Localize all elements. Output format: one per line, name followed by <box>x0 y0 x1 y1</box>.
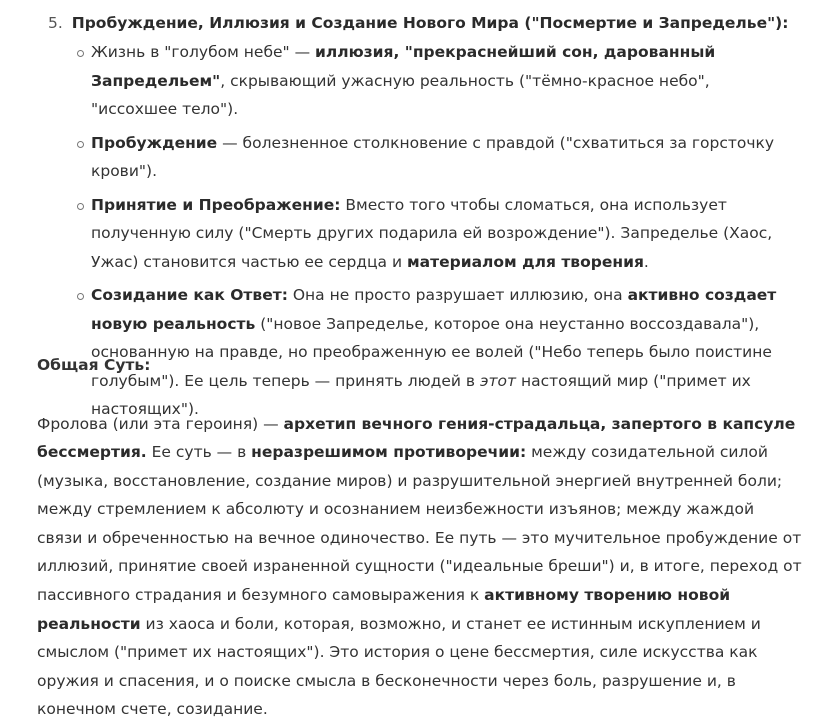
summary-text: Фролова (или эта героиня) — <box>37 415 284 433</box>
summary-text: из хаоса и боли, которая, возможно, и станет ее истинным искуплением и смыслом ("примет их настоящих"). Это история о цене бессмертия, силе искусства как оружия и спасения, и о поиске смысла в бесконечности через боль, разрушение и, в конечном счете, созидание. <box>37 615 761 719</box>
bullet-bold: активно создает новую реальность <box>91 286 776 333</box>
bullet-text: — болезненное столкновение с правдой ("схватиться за горсточку крови"). <box>91 134 774 181</box>
bullet-italic: этот <box>480 372 516 390</box>
bullet-bold: материалом для творения <box>407 253 644 271</box>
bullet-bold: Принятие и Преображение: <box>91 196 340 214</box>
bullet-text: , скрывающий ужасную реальность ("тёмно-красное небо", "иссохшее тело"). <box>91 72 710 119</box>
bullet-illusion <box>0 38 800 124</box>
bullet-awakening <box>0 129 800 186</box>
bullet-text: . <box>644 253 649 271</box>
bullet-text: Жизнь в "голубом небе" — <box>91 43 315 61</box>
item-number: 5. <box>48 14 63 32</box>
bullet-text: Вместо того чтобы сломаться, она использует полученную силу ("Смерть других подарила ей возрождение"). Запределье (Хаос, Ужас) становится частью ее сердца и <box>91 196 772 271</box>
bullet-text: Она не просто разрушает иллюзию, она <box>288 286 628 304</box>
summary-text: Ее суть — в <box>147 443 251 461</box>
summary-text: между созидательной силой (музыка, восстановление, создание миров) и разрушительной энергией внутренней боли; между стремлением к абсолюту и осознанием неизбежности изъянов; между жаждой связи и обреченностью на вечное одиночество. Ее путь — это мучительное пробуждение от иллюзий, принятие своей израненной сущности ("идеальные бреши") и, в итоге, переход от пассивного страдания и безумного самовыражения к <box>37 443 802 604</box>
bullet-bold: иллюзия, "прекраснейший сон, дарованный Запредельем" <box>91 43 715 90</box>
bullet-bold: Созидание как Ответ: <box>91 286 288 304</box>
summary-bold: неразрешимом противоречии: <box>251 443 526 461</box>
summary-paragraph <box>37 410 802 724</box>
summary-heading: Общая Суть: <box>37 351 150 379</box>
bullet-bold: Пробуждение <box>91 134 217 152</box>
bullet-text: настоящий мир ("примет их настоящих"). <box>91 372 751 419</box>
numbered-item-5 <box>48 9 788 37</box>
bullet-acceptance <box>0 191 800 277</box>
bullet-text: ("новое Запределье, которое она неустанно воссоздавала"), основанную на правде, но преображенную ее волей ("Небо теперь было поистине голубым"). Ее цель теперь — принять людей в <box>91 315 772 390</box>
item-title: Пробуждение, Иллюзия и Создание Нового Мира ("Посмертие и Запределье"): <box>72 14 789 32</box>
summary-bold: архетип вечного гения-страдальца, запертого в капсуле бессмертия. <box>37 415 795 462</box>
summary-bold: активному творению новой реальности <box>37 586 730 633</box>
